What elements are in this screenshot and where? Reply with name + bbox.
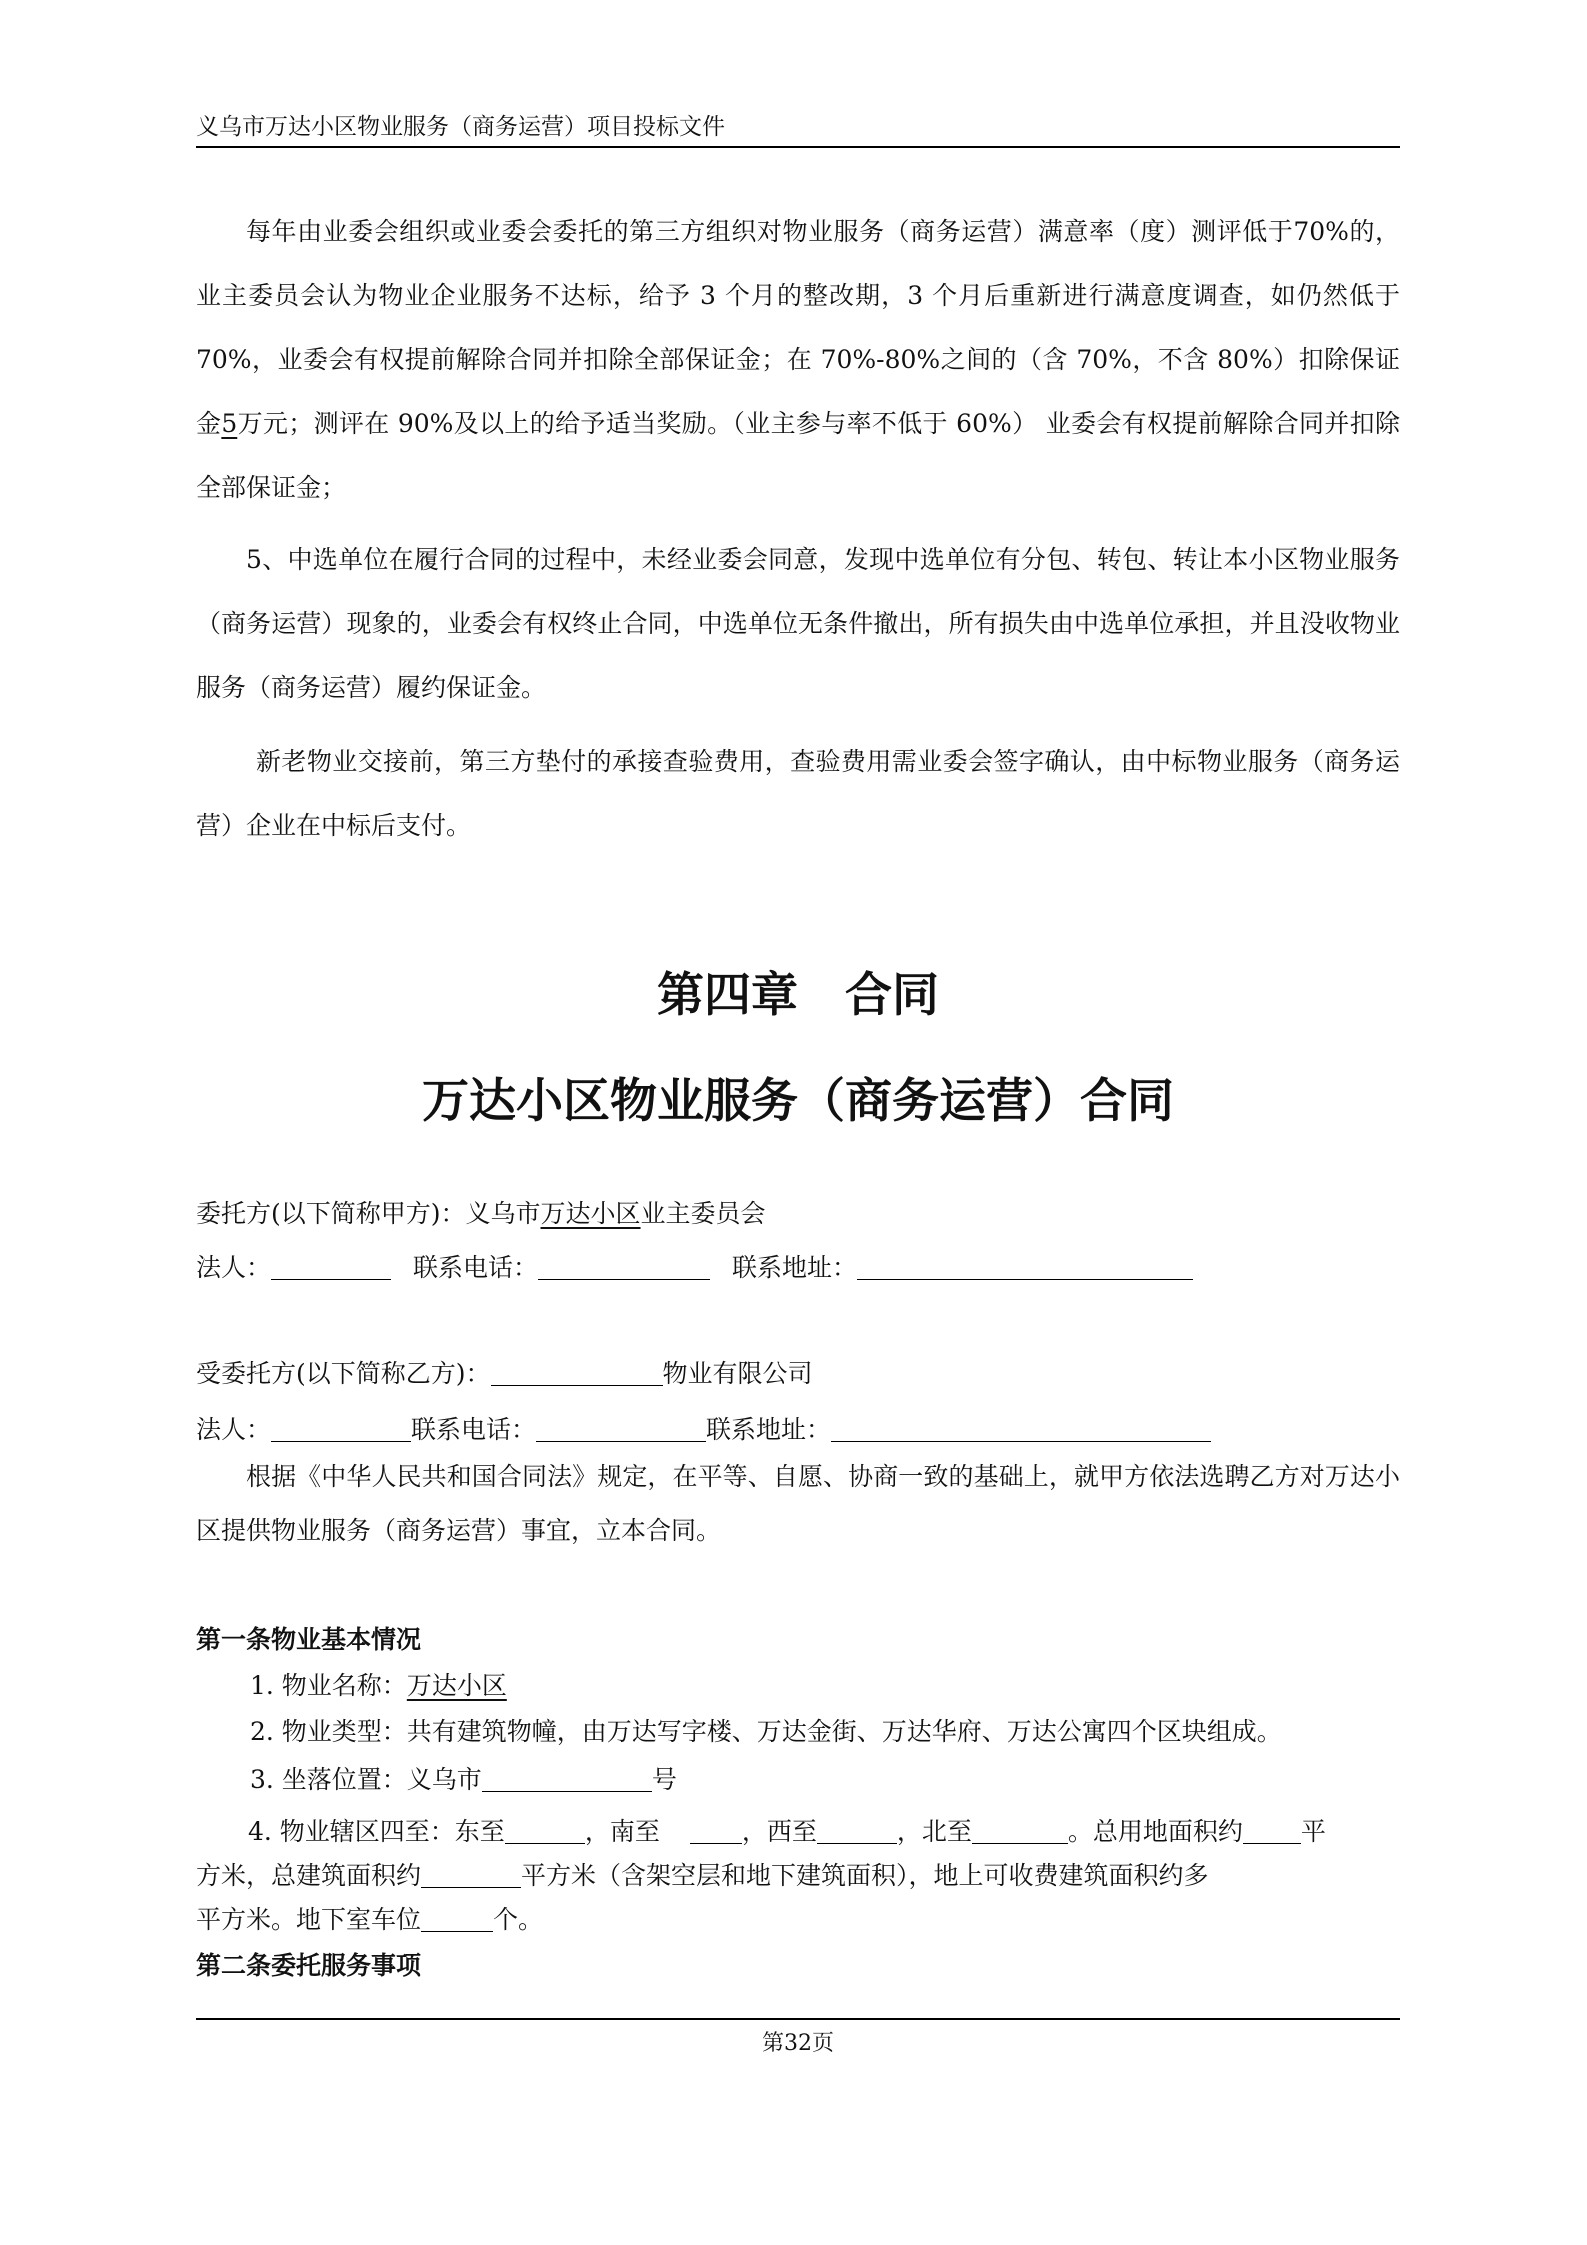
north-blank[interactable] xyxy=(972,1815,1068,1844)
location-blank[interactable] xyxy=(482,1763,652,1792)
party-a-line: 委托方(以下简称甲方)：义乌市万达小区业主委员会 xyxy=(196,1199,766,1228)
item-location: 3. 坐落位置：义乌市 号 xyxy=(250,1765,677,1794)
property-name: 万达小区 xyxy=(406,1671,507,1700)
building-area-blank[interactable] xyxy=(421,1859,521,1888)
paragraph-subcontract: 5、中选单位在履行合同的过程中，未经业委会同意，发现中选单位有分包、转包、转让本小区物业服务（商务运营）现象的，业委会有权终止合同，中选单位无条件撤出，所有损失由中选单位承担，并且没收物业服务（商务运营）履约保证金。 xyxy=(196,545,1400,702)
phone-blank[interactable] xyxy=(536,1413,706,1442)
item-boundaries-line2: 方米，总建筑面积约 平方米（含架空层和地下建筑面积），地上可收费建筑面积约多 xyxy=(196,1861,1209,1890)
party-b-contacts: 法人： 联系电话： 联系地址： xyxy=(196,1410,1211,1450)
legal-blank[interactable] xyxy=(271,1251,391,1280)
item-boundaries-line3: 平方米。地下室车位 个。 xyxy=(196,1905,544,1934)
paragraph-satisfaction: 每年由业委会组织或业委会委托的第三方组织对物业服务（商务运营）满意率（度）测评低于70%的，业主委员会认为物业企业服务不达标，给予 3 个月的整改期，3 个月后重新进行满意度调查，如仍然低于 70%，业委会有权提前解除合同并扣除全部保证金；在 70%-80%之间的（含 70%，不含 80%）扣除保证金5万元；测评在 90%及以上的给予适当奖励。（业主参与率不低于 60%） 业委会有权提前解除合同并扣除全部保证金； xyxy=(196,217,1400,502)
chapter-title: 第四章 合同 xyxy=(657,968,939,1023)
parking-blank[interactable] xyxy=(421,1903,493,1932)
page-number: 第32页 xyxy=(762,2031,834,2056)
article1-heading: 第一条物业基本情况 xyxy=(196,1625,422,1654)
south-blank[interactable] xyxy=(690,1815,742,1844)
item-property-type: 2. 物业类型：共有建筑物幢，由万达写字楼、万达金街、万达华府、万达公寓四个区块组成。 xyxy=(250,1717,1282,1746)
page-header: 义乌市万达小区物业服务（商务运营）项目投标文件 xyxy=(196,112,1400,148)
contract-title: 万达小区物业服务（商务运营）合同 xyxy=(422,1074,1174,1129)
party-a-community: 万达小区 xyxy=(540,1199,641,1228)
legal-blank[interactable] xyxy=(271,1413,411,1442)
article2-heading: 第二条委托服务事项 xyxy=(196,1951,422,1980)
party-a-contacts: 法人： 联系电话： 联系地址： xyxy=(196,1248,1193,1288)
contract-intro: 根据《中华人民共和国合同法》规定，在平等、自愿、协商一致的基础上，就甲方依法选聘乙方对万达小区提供物业服务（商务运营）事宜，立本合同。 xyxy=(196,1462,1400,1545)
item-property-name: 1. 物业名称：万达小区 xyxy=(250,1671,507,1700)
party-b-line: 受委托方(以下简称乙方)： 物业有限公司 xyxy=(196,1359,813,1388)
address-blank[interactable] xyxy=(831,1413,1211,1442)
address-blank[interactable] xyxy=(857,1251,1193,1280)
land-area-blank[interactable] xyxy=(1243,1815,1301,1844)
west-blank[interactable] xyxy=(817,1815,897,1844)
deposit-amount: 5 xyxy=(221,409,238,438)
paragraph-handover: 新老物业交接前，第三方垫付的承接查验费用，查验费用需业委会签字确认，由中标物业服务（商务运营）企业在中标后支付。 xyxy=(196,747,1400,840)
item-boundaries: 4. 物业辖区四至：东至 ，南至 ，西至 ，北至 。总用地面积约 平 xyxy=(248,1817,1326,1846)
phone-blank[interactable] xyxy=(538,1251,710,1280)
company-blank[interactable] xyxy=(491,1357,663,1386)
page-footer xyxy=(196,2018,1400,2057)
east-blank[interactable] xyxy=(505,1815,585,1844)
